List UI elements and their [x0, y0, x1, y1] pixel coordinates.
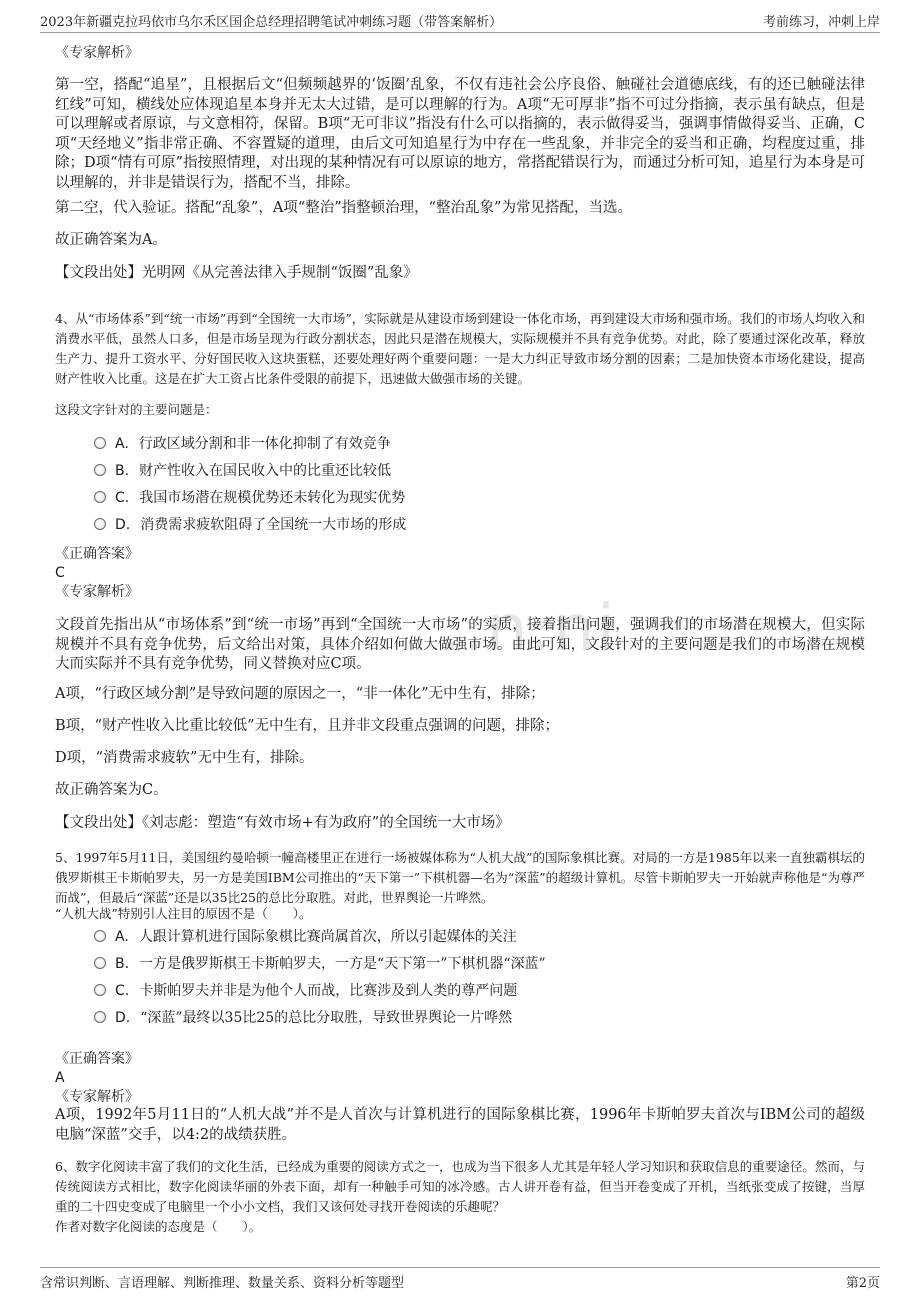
- correct-answer-label: 《正确答案》: [55, 1051, 139, 1067]
- expert-analysis-label: 《专家解析》: [55, 584, 139, 600]
- option-text: 人跟计算机进行国际象棋比赛尚属首次，所以引起媒体的关注: [138, 929, 517, 945]
- option-letter: C.: [115, 490, 130, 506]
- radio-button-icon[interactable]: [94, 957, 106, 969]
- source-citation: 【文段出处】光明网《从完善法律入手规制“饭圈”乱象》: [55, 265, 418, 281]
- analysis-paragraph: 故正确答案为C。: [55, 782, 168, 798]
- analysis-paragraph-2: 第二空，代入验证。搭配“乱象”，A项“整治”指整顿治理，“整治乱象”为常见搭配，当选。: [55, 200, 632, 216]
- question-4-option-a[interactable]: [94, 433, 391, 455]
- watermark: ..n.ni: [440, 592, 618, 666]
- question-4-prompt: 这段文字针对的主要问题是：: [55, 402, 218, 417]
- question-4-option-d[interactable]: [94, 514, 406, 536]
- option-letter: B.: [115, 463, 130, 479]
- radio-button-icon[interactable]: [94, 518, 106, 530]
- option-letter: D.: [115, 517, 131, 533]
- footer-description: 含常识判断、言语理解、判断推理、数量关系、资料分析等题型: [40, 1276, 405, 1291]
- source-citation: 【文段出处】《刘志彪：塑造“有效市场+有为政府”的全国统一大市场》: [55, 815, 510, 831]
- option-text: 行政区域分割和非一体化抑制了有效竞争: [138, 436, 391, 452]
- analysis-paragraph: B项，“财产性收入比重比较低”无中生有，且并非文段重点强调的问题，排除；: [55, 718, 559, 734]
- radio-button-icon[interactable]: [94, 984, 106, 996]
- question-5-option-b[interactable]: [94, 953, 546, 975]
- header-tagline: 考前练习，冲刺上岸: [762, 15, 880, 30]
- option-letter: B.: [115, 956, 130, 972]
- question-4-option-c[interactable]: [94, 487, 405, 509]
- radio-button-icon[interactable]: [94, 437, 106, 449]
- radio-button-icon[interactable]: [94, 1011, 106, 1023]
- document-title: 2023年新疆克拉玛依市乌尔禾区国企总经理招聘笔试冲刺练习题（带答案解析）: [40, 15, 503, 30]
- analysis-paragraph-1: 第一空，搭配“追星”，且根据后文“但频频越界的‘饭圈’乱象，不仅有违社会公序良俗、触碰社会道德底线，有的还已触碰法律红线”可知，横线处应体现追星本身并无太大过错，是可以理解的行为。A项“无可厚非”指不可过分指摘，表示虽有缺点，但是可以理解或者原谅，与文意相符，保留。B项“无可非议”指没有什么可以指摘的，表示做得妥当，强调事情做得妥当、正确，C项“天经地义”指非常正确、不容置疑的道理，由后文可知追星行为中存在一些乱象，并非完全的妥当和正确，均程度过重，排除；D项“情有可原”指按照情理，对出现的某种情况有可以原谅的地方，常搭配错误行为，而通过分析可知，追星行为本身是可以理解的，并非是错误行为，搭配不当，排除。: [55, 77, 865, 191]
- correct-answer-label: 《正确答案》: [55, 546, 139, 562]
- radio-button-icon[interactable]: [94, 930, 106, 942]
- option-letter: A.: [115, 929, 129, 945]
- question-5-option-c[interactable]: [94, 980, 517, 1002]
- question-6-prompt: 作者对数字化阅读的态度是（ ）。: [55, 1219, 262, 1234]
- question-5-text: 5、1997年5月11日，美国纽约曼哈顿一幢高楼里正在进行一场被媒体称为“人机大战”的国际象棋比赛。对局的一方是1985年以来一直独霸棋坛的俄罗斯棋王卡斯帕罗夫，另一方是美国IBM公司推出的“天下第一”下棋机器—名为“深蓝”的超级计算机。尽管卡斯帕罗夫一开始就声称他是“为尊严而战”，但最后“深蓝”还是以35比25的总比分取胜。对此，世界舆论一片哗然。: [55, 850, 865, 905]
- analysis-paragraph: A项，“行政区域分割”是导致问题的原因之一，“非一体化”无中生有，排除；: [55, 686, 545, 702]
- question-4-option-b[interactable]: [94, 460, 391, 482]
- expert-analysis-label: 《专家解析》: [55, 1089, 139, 1105]
- correct-answer: C: [55, 565, 65, 581]
- analysis-paragraph: D项，“消费需求疲软”无中生有，排除。: [55, 750, 314, 766]
- option-letter: C.: [115, 983, 130, 999]
- option-text: 卡斯帕罗夫并非是为他个人而战，比赛涉及到人类的尊严问题: [139, 983, 518, 999]
- option-letter: D.: [115, 1010, 131, 1026]
- radio-button-icon[interactable]: [94, 491, 106, 503]
- option-text: 财产性收入在国民收入中的比重还比较低: [139, 463, 392, 479]
- question-5-prompt: “人机大战”特别引人注目的原因不是（ ）。: [55, 906, 312, 921]
- option-text: 一方是俄罗斯棋王卡斯帕罗夫，一方是“天下第一”下棋机器“深蓝”: [139, 956, 546, 972]
- page-header: [40, 10, 880, 33]
- analysis-paragraph-3: 故正确答案为A。: [55, 232, 167, 248]
- analysis-paragraph: A项，1992年5月11日的“人机大战”并不是人首次与计算机进行的国际象棋比赛，1996年卡斯帕罗夫首次与IBM公司的超级电脑“深蓝”交手，以4:2的战绩获胜。: [55, 1107, 865, 1143]
- question-6-text: 6、数字化阅读丰富了我们的文化生活，已经成为重要的阅读方式之一，也成为当下很多人尤其是年轻人学习知识和获取信息的重要途径。然而，与传统阅读方式相比，数字化阅读华丽的外表下面，却有一种触手可知的冰冷感。古人讲开卷有益，但当开卷变成了开机，当纸张变成了按键，当厚重的二十四史变成了电脑里一个小小文档，我们又该何处寻找开卷阅读的乐趣呢？: [55, 1159, 865, 1214]
- analysis-paragraph: 文段首先指出从“市场体系”到“统一市场”再到“全国统一大市场”的实质，接着指出问题，强调我们的市场潜在规模大，但实际规模并不具有竞争优势，后文给出对策，具体介绍如何做大做强市场。由此可知，文段针对的主要问题是我们的市场潜在规模大而实际并不具有竞争优势，同义替换对应C项。: [55, 617, 865, 672]
- question-5-option-a[interactable]: [94, 926, 517, 948]
- page-number: 第2页: [845, 1276, 880, 1291]
- page-footer: [40, 1267, 880, 1292]
- question-4-text: 4、从“市场体系”到“统一市场”再到“全国统一大市场”，实际就是从建设市场到建设一体化市场，再到建设大市场和强市场。我们的市场人均收入和消费水平低，虽然人口多，但是市场呈现为行政分割状态，因此只是潜在规模大，实际规模并不具有竞争优势。对此，除了要通过深化改革，释放生产力、提升工资水平、分好国民收入这块蛋糕，还要处理好两个重要问题：一是大力纠正导致市场分割的因素；二是加快资本市场化建设，提高财产性收入比重。这是在扩大工资占比条件受限的前提下，迅速做大做强市场的关键。: [55, 311, 865, 386]
- correct-answer: A: [55, 1070, 65, 1086]
- radio-button-icon[interactable]: [94, 464, 106, 476]
- question-5-option-d[interactable]: [94, 1007, 512, 1029]
- option-text: 消费需求疲软阻碍了全国统一大市场的形成: [140, 517, 407, 533]
- option-text: 我国市场潜在规模优势还未转化为现实优势: [139, 490, 406, 506]
- expert-analysis-label: 《专家解析》: [55, 45, 139, 61]
- option-letter: A.: [115, 436, 129, 452]
- option-text: “深蓝”最终以35比25的总比分取胜，导致世界舆论一片哗然: [140, 1010, 513, 1026]
